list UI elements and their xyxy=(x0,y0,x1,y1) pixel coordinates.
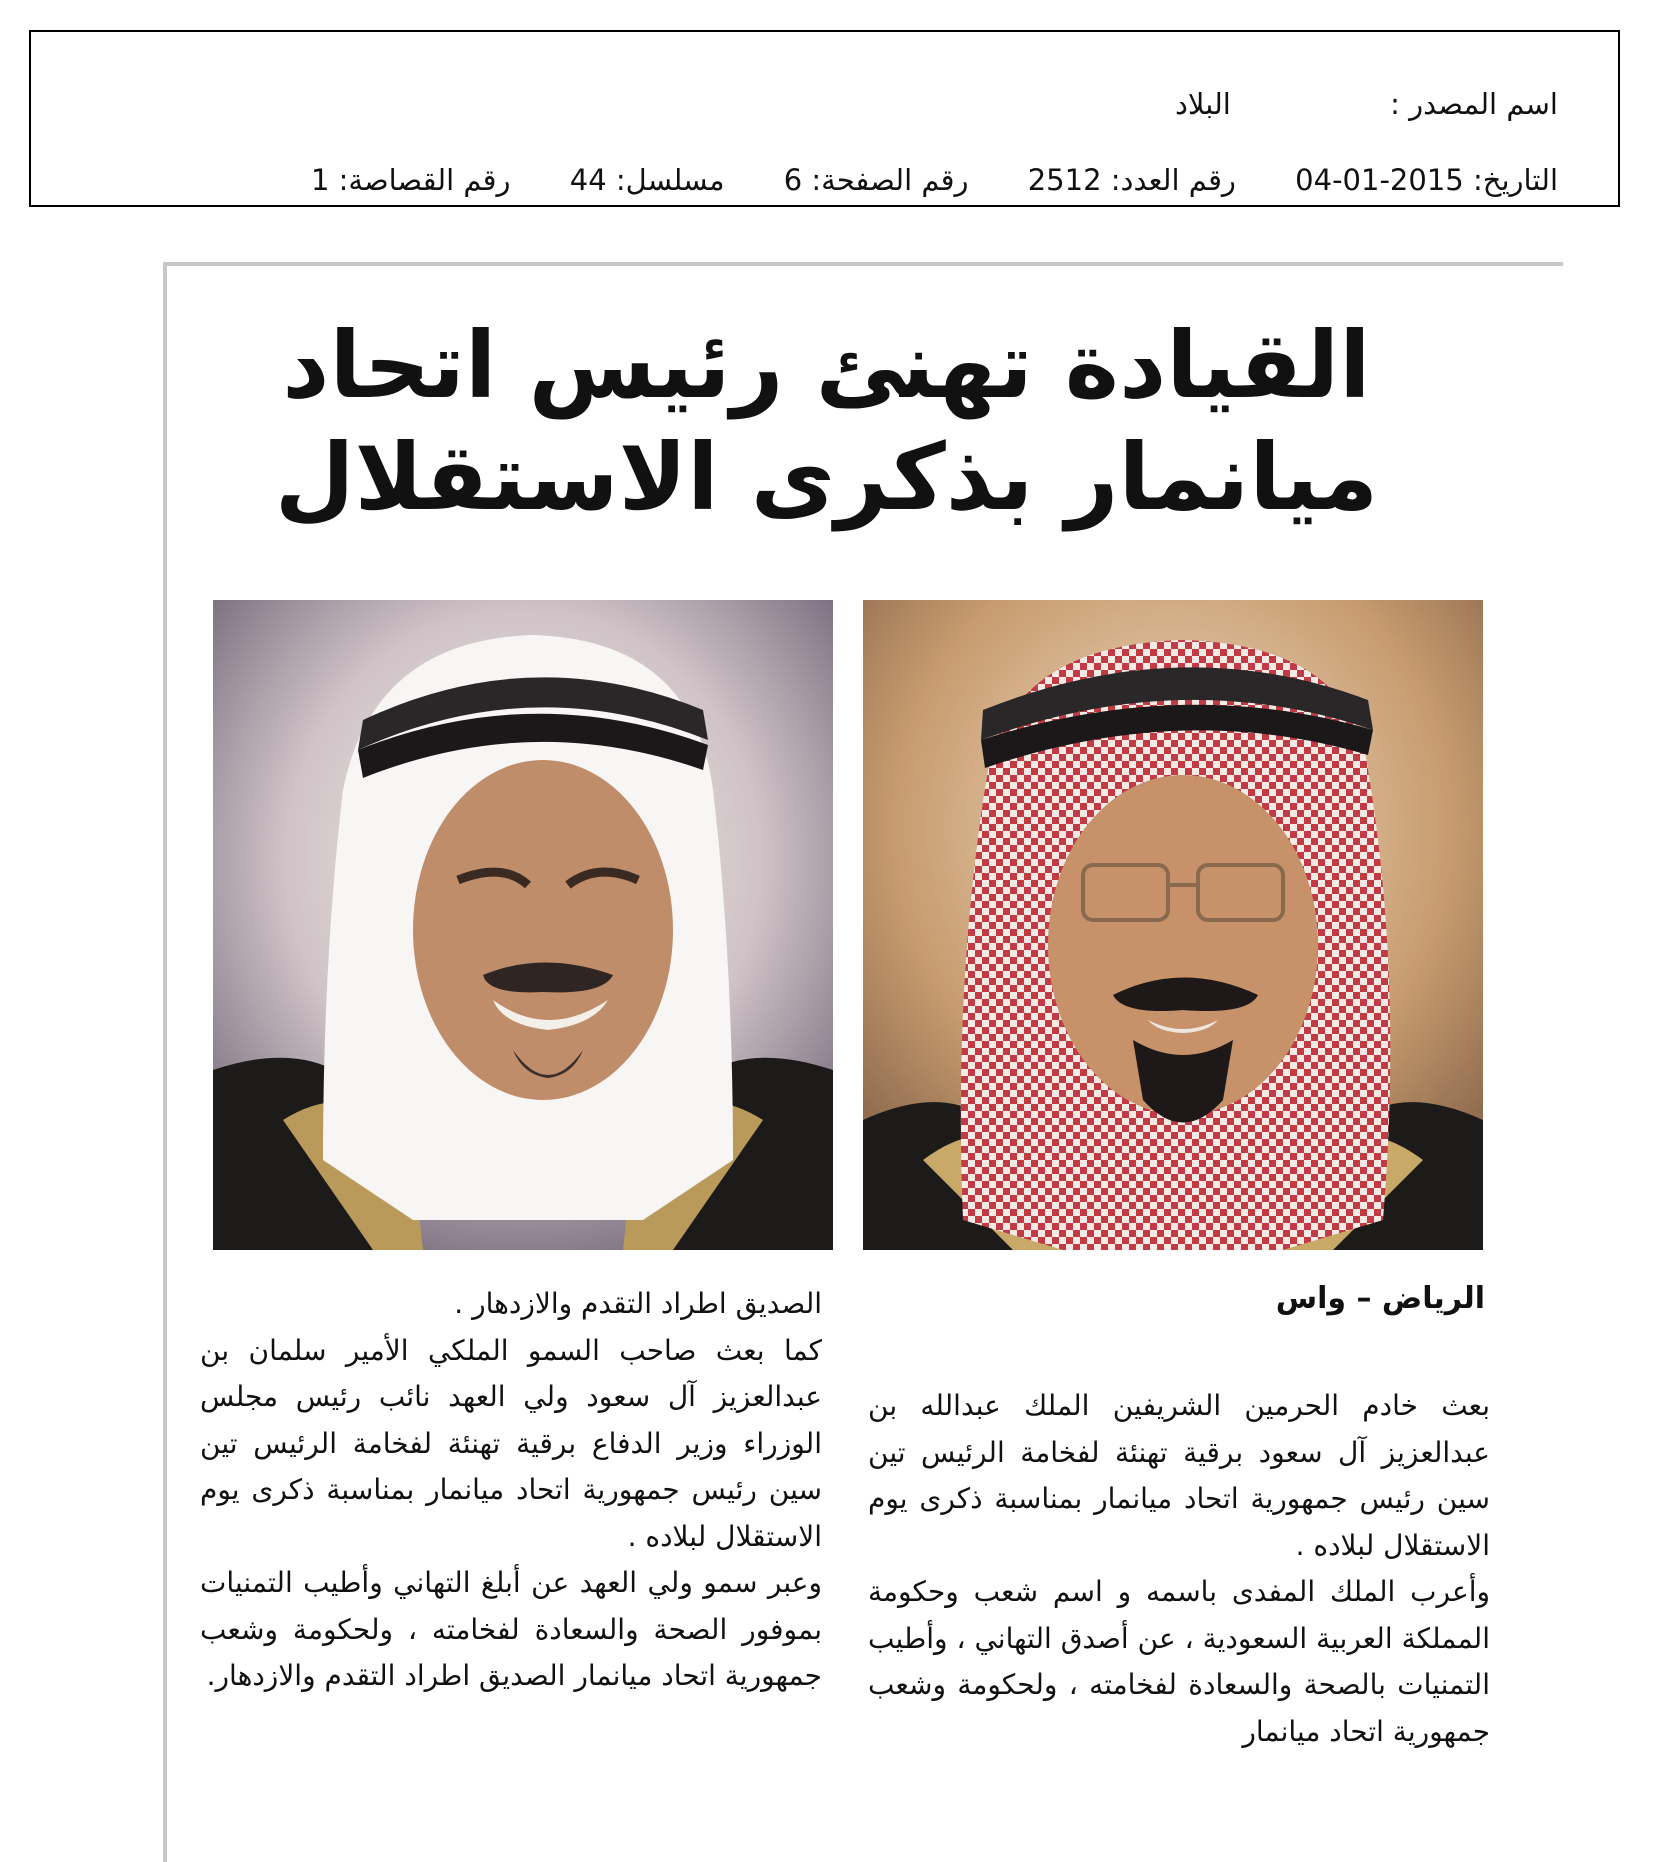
issue-value: 2512 xyxy=(1027,163,1102,197)
clipping-field xyxy=(311,163,511,197)
source-info-box xyxy=(29,30,1620,207)
source-label: اسم المصدر : xyxy=(1390,87,1558,121)
serial-field xyxy=(570,163,725,197)
headline-line-2: ميانمار بذكرى الاستقلال xyxy=(274,424,1379,531)
paragraph: وأعرب الملك المفدى باسمه و اسم شعب وحكومة المملكة العربية السعودية ، عن أصدق التهاني ، وأطيب التمنيات بالصحة والسعادة لفخامته ، ولحكومة وشعب جمهورية اتحاد ميانمار xyxy=(868,1575,1490,1748)
page-field xyxy=(784,163,969,197)
paragraph: بعث خادم الحرمين الشريفين الملك عبدالله بن عبدالعزيز آل سعود برقية تهنئة لفخامة الرئيس تين سين رئيس جمهورية اتحاد ميانمار بمناسبة ذكرى يوم الاستقلال لبلاده . xyxy=(868,1389,1490,1562)
portrait-photo-left xyxy=(213,600,833,1250)
article-column-right xyxy=(868,1383,1490,1755)
source-value: البلاد xyxy=(1175,87,1231,121)
paragraph: كما بعث صاحب السمو الملكي الأمير سلمان بن عبدالعزيز آل سعود ولي العهد نائب رئيس مجلس الوزراء وزير الدفاع برقية تهنئة لفخامة الرئيس تين سين رئيس جمهورية اتحاد ميانمار بمناسبة ذكرى يوم الاستقلال لبلاده . xyxy=(200,1333,822,1553)
date-label: التاريخ: xyxy=(1472,163,1558,197)
serial-value: 44 xyxy=(569,163,607,197)
page-label: رقم الصفحة: xyxy=(811,163,969,197)
issue-label: رقم العدد: xyxy=(1110,163,1236,197)
date-value: 2015-01-04 xyxy=(1295,163,1464,197)
page-value: 6 xyxy=(783,163,803,197)
clipping-label: رقم القصاصة: xyxy=(338,163,511,197)
details-line xyxy=(261,163,1558,197)
serial-label: مسلسل: xyxy=(615,163,725,197)
paragraph: الصديق اطراد التقدم والازدهار . xyxy=(454,1287,822,1320)
headline-line-1: القيادة تهنئ رئيس اتحاد xyxy=(282,312,1371,419)
article-byline: الرياض – واس xyxy=(1275,1281,1485,1316)
issue-field xyxy=(1028,163,1236,197)
clipping-value: 1 xyxy=(310,163,330,197)
paragraph: وعبر سمو ولي العهد عن أبلغ التهاني وأطيب التمنيات بموفور الصحة والسعادة لفخامته ، ولحكومة وشعب جمهورية اتحاد ميانمار الصديق اطراد التقدم والازدهار. xyxy=(200,1566,822,1692)
source-line xyxy=(1175,87,1558,121)
portrait-photo-right xyxy=(863,600,1483,1250)
date-field xyxy=(1295,163,1558,197)
article-column-left xyxy=(200,1281,822,1700)
article-headline xyxy=(0,310,1653,534)
